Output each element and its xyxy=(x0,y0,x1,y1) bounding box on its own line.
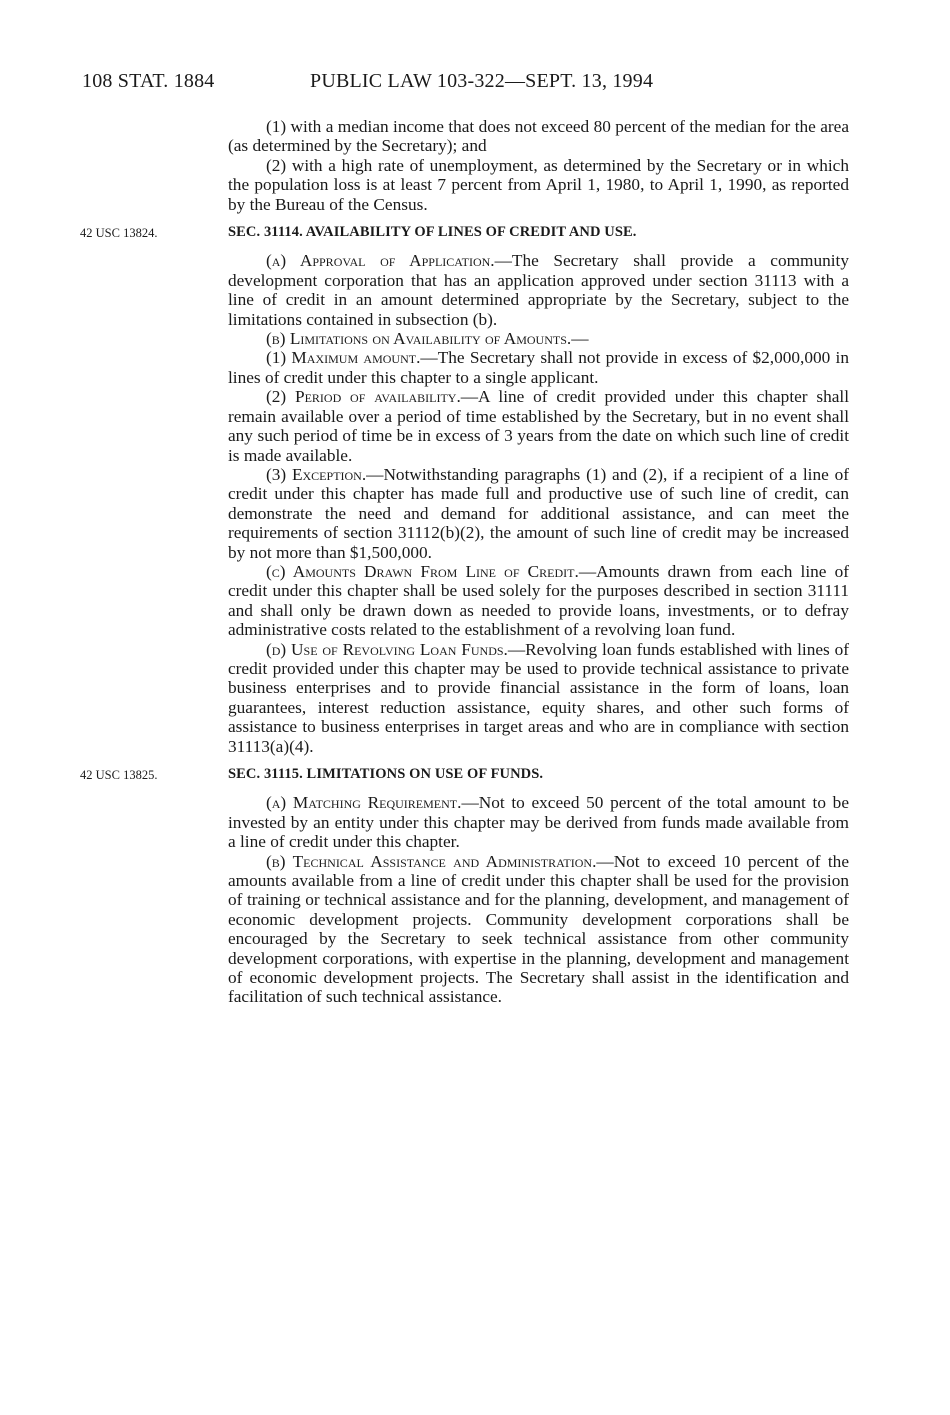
subsection-text: —Amounts drawn from each line of credit under this chapter shall be used solely for the purposes described in section 31111 and shall only be drawn down as needed to provide loans, investments, or to defray administrative costs related to the establishment of a revolving loan fund. xyxy=(228,561,850,640)
paragraph-heading: (3) Exception. xyxy=(266,464,367,484)
subsection-text: —The Secretary shall provide a community development corporation that has an application approved under section 31113 with a line of credit in an amount determined appropriate by the Secretary, subject to the limitations contained in subsection (b). xyxy=(228,251,850,329)
subsection-text: —Not to exceed 50 percent of the total amount to be invested by an entity under this chapter may be derived from funds made available from a line of credit under this chapter. xyxy=(228,793,849,852)
paragraph-b1 xyxy=(228,348,849,387)
subsection-heading: (b) Technical Assistance and Administration. xyxy=(266,851,597,871)
subsection-heading: (a) Approval of Application. xyxy=(266,251,495,271)
subsection-d xyxy=(228,640,849,756)
section-heading-text: SEC. 31115. LIMITATIONS ON USE OF FUNDS. xyxy=(228,766,544,782)
paragraph-heading: (2) Period of availability. xyxy=(266,387,461,407)
paragraph-b3 xyxy=(228,465,849,562)
subsection-text: —Not to exceed 10 percent of the amounts available from a line of credit under this chapter shall be used for the provision of training or technical assistance and for the planning, development, and management of economic development projects. Community development corporations shall be encouraged by the Secretary to seek technical assistance from other community development corporations, with expertise in the planning, development and management of economic development projects. The Secretary shall assist in the identification and facilitation of such technical assistance. xyxy=(228,851,849,1007)
paragraph-b2 xyxy=(228,387,849,465)
subsection-text: —Revolving loan funds established with lines of credit provided under this chapter may be used to provide technical assistance to private business enterprises and to provide financial assistance in the form of loans, loan guarantees, interest reduction assistance, equity shares, and other such forms of assistance to business enterprises in target areas and who are in compliance with section 31113(a)(4). xyxy=(228,639,850,756)
section-heading-text: SEC. 31114. AVAILABILITY OF LINES OF CREDIT AND USE. xyxy=(228,224,637,241)
document-body xyxy=(80,117,850,1007)
paragraph-text: —A line of credit provided under this chapter shall remain available over a period of time established by the Secretary, but in no event shall any such period of time be in excess of 3 years from the date on which such line of credit is made available. xyxy=(228,387,850,465)
subsection-b xyxy=(228,329,849,348)
paragraph-a1: (1) with a median income that does not exceed 80 percent of the median for the area (as determined by the Secretary); and xyxy=(228,117,849,156)
paragraph-heading: (1) Maximum amount. xyxy=(266,348,421,368)
paragraph-text: —The Secretary shall not provide in excess of $2,000,000 in lines of credit under this chapter to a single applicant. xyxy=(228,348,849,387)
public-law-title: PUBLIC LAW 103-322—SEPT. 13, 1994 xyxy=(310,70,654,92)
subsection-heading: (b) Limitations on Availability of Amounts. xyxy=(266,329,572,349)
subsection-technical xyxy=(228,852,849,1007)
paragraph-text: —Notwithstanding paragraphs (1) and (2), if a recipient of a line of credit under this chapter has made full and productive use of such line of credit, can demonstrate the need and demand for additional assistance, and can meet the requirements of section 31112(b)(2), the amount of such line of credit may be increased by not more than $1,500,000. xyxy=(228,464,849,562)
subsection-heading: (d) Use of Revolving Loan Funds. xyxy=(266,639,508,659)
section-heading-31115 xyxy=(80,765,849,784)
subsection-text: — xyxy=(571,329,589,349)
subsection-c xyxy=(228,562,849,640)
subsection-heading: (c) Amounts Drawn From Line of Credit. xyxy=(266,561,579,581)
paragraph-a2: (2) with a high rate of unemployment, as determined by the Secretary or in which the population loss is at least 7 percent from April 1, 1980, to April 1, 1990, as reported by the Bureau of the Census. xyxy=(228,155,849,214)
subsection-heading: (a) Matching Requirement. xyxy=(266,793,462,813)
subsection-a xyxy=(228,251,849,329)
subsection-matching xyxy=(228,793,849,851)
usc-margin-note: 42 USC 13824. xyxy=(80,226,158,241)
page-header xyxy=(82,70,850,100)
stat-page-number: 108 STAT. 1884 xyxy=(82,70,215,92)
usc-margin-note: 42 USC 13825. xyxy=(80,768,158,782)
section-heading-31114 xyxy=(80,223,849,242)
